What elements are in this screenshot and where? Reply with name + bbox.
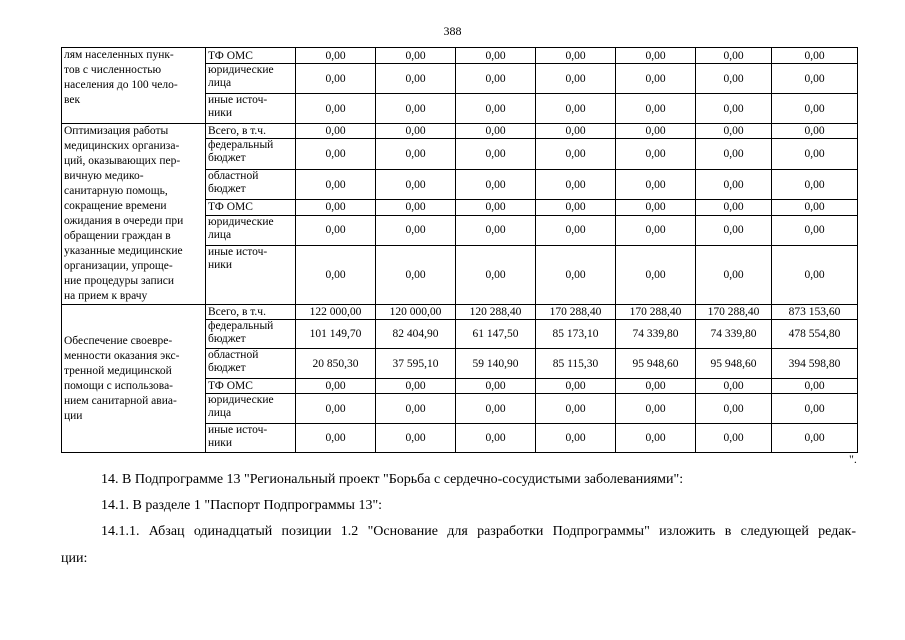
funding-source-cell: ТФ ОМС [206, 200, 296, 215]
budget-table [61, 47, 858, 453]
amount-cell: 0,00 [376, 48, 456, 64]
amount-cell: 0,00 [696, 169, 772, 200]
amount-cell: 394 598,80 [772, 349, 858, 379]
amount-cell: 0,00 [456, 394, 536, 424]
amount-cell: 0,00 [376, 394, 456, 424]
amount-cell: 120 288,40 [456, 305, 536, 320]
table-row [62, 305, 858, 320]
amount-cell: 0,00 [456, 124, 536, 139]
amount-cell: 0,00 [376, 246, 456, 305]
amount-cell: 0,00 [536, 200, 616, 215]
amount-cell: 0,00 [772, 94, 858, 124]
amount-cell: 0,00 [616, 200, 696, 215]
amount-cell: 0,00 [456, 379, 536, 394]
amount-cell: 0,00 [696, 379, 772, 394]
amount-cell: 0,00 [616, 379, 696, 394]
objective-cell: Обеспечение своевре- менности оказания экс- тренной медицинской помощи с использова- нием санитарной авиа- ции [62, 305, 206, 453]
table-row [62, 48, 858, 64]
amount-cell: 0,00 [772, 394, 858, 424]
amount-cell: 0,00 [296, 124, 376, 139]
amount-cell: 0,00 [376, 200, 456, 215]
paragraph-14: 14. В Подпрограмме 13 "Региональный проект "Борьба с сердечно-сосудистыми заболеваниями": [101, 472, 684, 487]
funding-source-cell: федеральный бюджет [206, 320, 296, 349]
amount-cell: 0,00 [616, 64, 696, 94]
paragraph-14-1-1: 14.1.1. Абзац одинадцатый позиции 1.2 "Основание для разработки Подпрограммы" изложить в следующей редак- [101, 524, 856, 539]
amount-cell: 95 948,60 [696, 349, 772, 379]
funding-source-cell: областной бюджет [206, 169, 296, 200]
amount-cell: 0,00 [296, 379, 376, 394]
amount-cell: 0,00 [696, 94, 772, 124]
amount-cell: 0,00 [536, 48, 616, 64]
amount-cell: 0,00 [772, 215, 858, 246]
amount-cell: 0,00 [296, 215, 376, 246]
amount-cell: 0,00 [696, 124, 772, 139]
amount-cell: 0,00 [536, 64, 616, 94]
amount-cell: 0,00 [696, 424, 772, 453]
amount-cell: 0,00 [616, 215, 696, 246]
amount-cell: 0,00 [456, 200, 536, 215]
amount-cell: 0,00 [772, 48, 858, 64]
amount-cell: 478 554,80 [772, 320, 858, 349]
amount-cell: 0,00 [376, 94, 456, 124]
amount-cell: 61 147,50 [456, 320, 536, 349]
amount-cell: 0,00 [616, 94, 696, 124]
amount-cell: 20 850,30 [296, 349, 376, 379]
amount-cell: 0,00 [696, 215, 772, 246]
amount-cell: 0,00 [616, 246, 696, 305]
funding-source-cell: ТФ ОМС [206, 379, 296, 394]
amount-cell: 0,00 [772, 124, 858, 139]
amount-cell: 74 339,80 [696, 320, 772, 349]
amount-cell: 170 288,40 [616, 305, 696, 320]
amount-cell: 0,00 [456, 424, 536, 453]
amount-cell: 873 153,60 [772, 305, 858, 320]
amount-cell: 0,00 [456, 48, 536, 64]
amount-cell: 0,00 [296, 424, 376, 453]
amount-cell: 82 404,90 [376, 320, 456, 349]
amount-cell: 85 115,30 [536, 349, 616, 379]
amount-cell: 0,00 [296, 139, 376, 170]
amount-cell: 0,00 [696, 394, 772, 424]
closing-quote-mark: ". [849, 452, 857, 466]
amount-cell: 0,00 [536, 139, 616, 170]
amount-cell: 0,00 [696, 246, 772, 305]
funding-source-cell: федеральный бюджет [206, 139, 296, 170]
amount-cell: 0,00 [456, 169, 536, 200]
amount-cell: 0,00 [536, 379, 616, 394]
amount-cell: 0,00 [536, 215, 616, 246]
funding-source-cell: юридические лица [206, 394, 296, 424]
amount-cell: 0,00 [296, 64, 376, 94]
funding-source-cell: областной бюджет [206, 349, 296, 379]
funding-source-cell: юридические лица [206, 64, 296, 94]
amount-cell: 0,00 [456, 139, 536, 170]
amount-cell: 0,00 [772, 246, 858, 305]
funding-source-cell: иные источ- ники [206, 94, 296, 124]
funding-source-cell: иные источ- ники [206, 424, 296, 453]
amount-cell: 0,00 [296, 394, 376, 424]
amount-cell: 0,00 [536, 124, 616, 139]
objective-cell: Оптимизация работы медицинских организа- ций, оказывающих пер- вичную медико- санитарную помощь, сокращение времени ожидания в очереди при обращении граждан в указанные медицинские организации, упроще- ние процедуры записи на прием к врачу [62, 124, 206, 305]
amount-cell: 0,00 [616, 424, 696, 453]
amount-cell: 101 149,70 [296, 320, 376, 349]
amount-cell: 0,00 [616, 139, 696, 170]
amount-cell: 0,00 [696, 48, 772, 64]
paragraph-14-1-1-continuation: ции: [61, 551, 88, 566]
amount-cell: 0,00 [772, 169, 858, 200]
amount-cell: 0,00 [456, 64, 536, 94]
amount-cell: 85 173,10 [536, 320, 616, 349]
amount-cell: 0,00 [536, 169, 616, 200]
amount-cell: 0,00 [296, 200, 376, 215]
funding-source-cell: иные источ- ники [206, 246, 296, 305]
amount-cell: 0,00 [536, 394, 616, 424]
amount-cell: 0,00 [536, 424, 616, 453]
amount-cell: 0,00 [536, 94, 616, 124]
amount-cell: 0,00 [376, 124, 456, 139]
amount-cell: 0,00 [456, 246, 536, 305]
amount-cell: 0,00 [376, 169, 456, 200]
amount-cell: 0,00 [616, 394, 696, 424]
amount-cell: 0,00 [456, 94, 536, 124]
amount-cell: 0,00 [376, 139, 456, 170]
amount-cell: 0,00 [296, 48, 376, 64]
amount-cell: 0,00 [772, 200, 858, 215]
amount-cell: 0,00 [456, 215, 536, 246]
amount-cell: 74 339,80 [616, 320, 696, 349]
amount-cell: 170 288,40 [696, 305, 772, 320]
amount-cell: 0,00 [296, 94, 376, 124]
amount-cell: 0,00 [772, 424, 858, 453]
amount-cell: 122 000,00 [296, 305, 376, 320]
table-row [62, 124, 858, 139]
amount-cell: 37 595,10 [376, 349, 456, 379]
amount-cell: 0,00 [616, 48, 696, 64]
amount-cell: 59 140,90 [456, 349, 536, 379]
amount-cell: 170 288,40 [536, 305, 616, 320]
page-number: 388 [443, 24, 462, 38]
objective-cell: лям населенных пунк- тов с численностью населения до 100 чело- век [62, 48, 206, 124]
amount-cell: 95 948,60 [616, 349, 696, 379]
amount-cell: 0,00 [536, 246, 616, 305]
funding-source-cell: юридические лица [206, 215, 296, 246]
amount-cell: 0,00 [376, 424, 456, 453]
amount-cell: 0,00 [616, 169, 696, 200]
amount-cell: 0,00 [772, 139, 858, 170]
amount-cell: 0,00 [376, 379, 456, 394]
funding-source-cell: Всего, в т.ч. [206, 305, 296, 320]
amount-cell: 0,00 [296, 246, 376, 305]
amount-cell: 0,00 [772, 64, 858, 94]
amount-cell: 0,00 [696, 64, 772, 94]
amount-cell: 0,00 [616, 124, 696, 139]
funding-source-cell: Всего, в т.ч. [206, 124, 296, 139]
amount-cell: 0,00 [376, 64, 456, 94]
amount-cell: 0,00 [772, 379, 858, 394]
amount-cell: 0,00 [376, 215, 456, 246]
paragraph-14-1: 14.1. В разделе 1 "Паспорт Подпрограммы 13": [101, 498, 383, 513]
amount-cell: 0,00 [696, 200, 772, 215]
amount-cell: 0,00 [296, 169, 376, 200]
amount-cell: 120 000,00 [376, 305, 456, 320]
amount-cell: 0,00 [696, 139, 772, 170]
funding-source-cell: ТФ ОМС [206, 48, 296, 64]
